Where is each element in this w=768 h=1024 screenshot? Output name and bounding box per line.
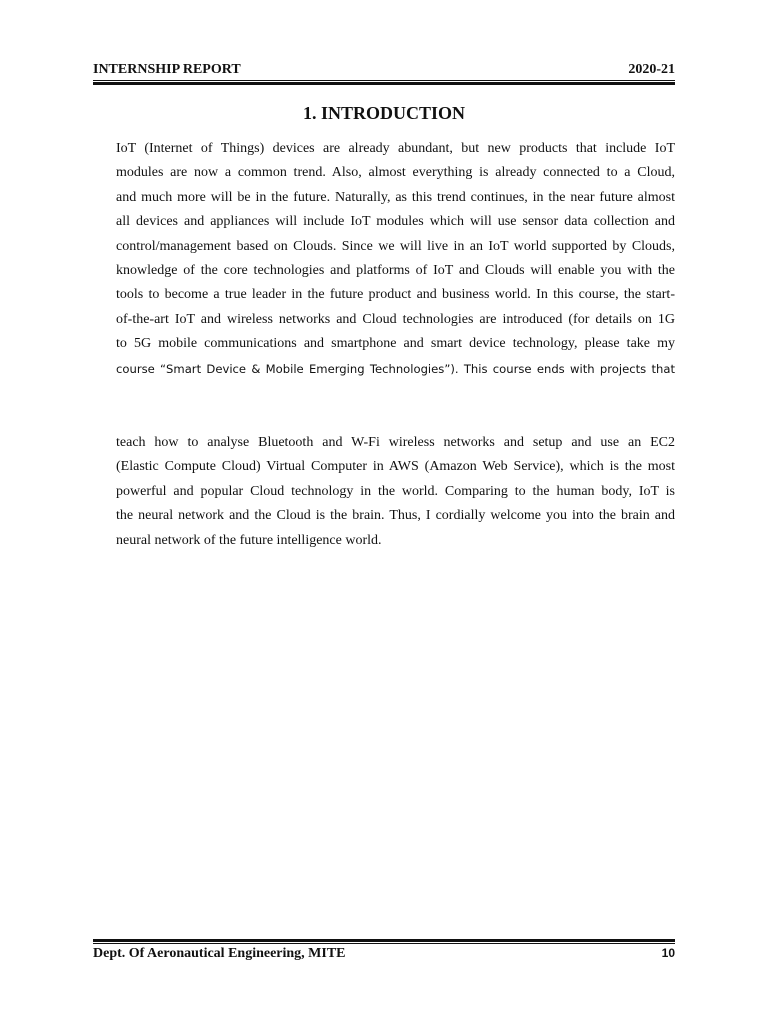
section-title: 1. INTRODUCTION (302, 103, 466, 123)
paragraph-line: knowledge of the core technologies and platforms of IoT and Clouds will enable you with the (116, 263, 675, 279)
footer-rule-thin (93, 943, 675, 944)
paragraph-2 (93, 431, 675, 553)
paragraph-line: IoT (Internet of Things) devices are already abundant, but new products that include IoT (116, 141, 675, 156)
paragraph-line: modules are now a common trend. Also, almost everything is already connected to a Cloud, (116, 165, 675, 181)
paragraph-line: control/management based on Clouds. Since we will live in an IoT world supported by Clouds, (116, 238, 675, 254)
paragraph-line: teach how to analyse Bluetooth and W-Fi wireless networks and setup and use an EC2 (116, 435, 675, 450)
page-footer (93, 946, 675, 962)
paragraph-line: of-the-art IoT and wireless networks and Cloud technologies are introduced (for details on 1G (116, 311, 675, 327)
paragraph-line: tools to become a true leader in the future product and business world. In this course, the start- (116, 287, 675, 303)
paragraph-line: neural network of the future intelligence world. (116, 532, 382, 548)
footer-department: Dept. Of Aeronautical Engineering, MITE (93, 946, 346, 961)
paragraph-line: the neural network and the Cloud is the brain. Thus, I cordially welcome you into the brain and (116, 508, 675, 524)
paragraph-line: course “Smart Device & Mobile Emerging Technologies”). This course ends with projects that (116, 361, 675, 376)
header-academic-year: 2020-21 (628, 62, 675, 77)
footer-rule-thick (93, 939, 675, 942)
header-rule-thick (93, 82, 675, 85)
paragraph-line: and much more will be in the future. Naturally, as this trend continues, in the near future almost (116, 189, 675, 205)
paragraph-1 (93, 137, 675, 381)
page-header (93, 62, 675, 78)
header-rule-thin (93, 80, 675, 81)
paragraph-line: to 5G mobile communications and smartphone and smart device technology, please take my (116, 336, 675, 352)
header-report-title: INTERNSHIP REPORT (93, 62, 241, 77)
paragraph-line: all devices and appliances will include IoT modules which will use sensor data collection and (116, 214, 675, 230)
paragraph-line: (Elastic Compute Cloud) Virtual Computer in AWS (Amazon Web Service), which is the most (116, 459, 675, 475)
paragraph-line: powerful and popular Cloud technology in the world. Comparing to the human body, IoT is (116, 483, 675, 499)
page-number: 10 (661, 946, 675, 960)
